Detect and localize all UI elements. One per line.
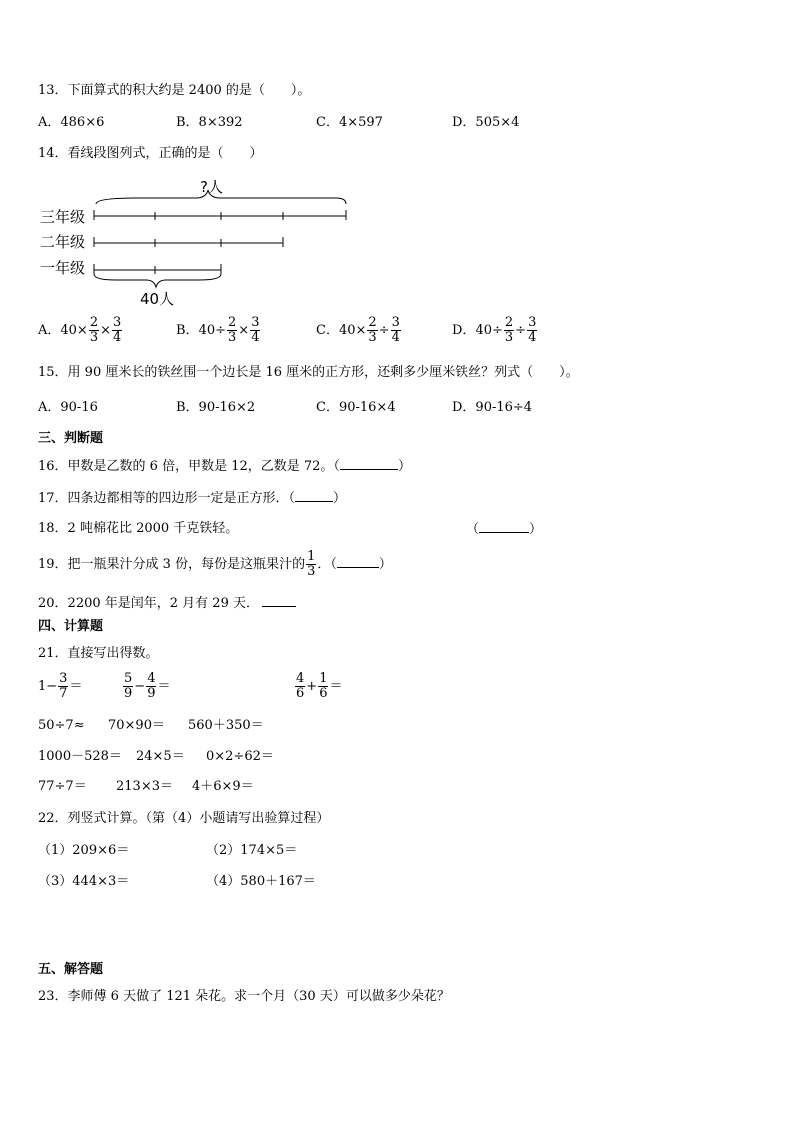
q20: 20．2200 年是闰年，2 月有 29 天． bbox=[38, 594, 296, 613]
q21-expr-8: 24×5＝ bbox=[136, 749, 185, 764]
q14-option-d: D．40÷ $\frac{2}{3}$ ÷ $\frac{3}{4}$ bbox=[452, 315, 537, 345]
q14-stem: 14．看线段图列式，正确的是（ ） bbox=[38, 146, 263, 161]
q21-expr-3: $\frac{4}{6}$ + $\frac{1}{6}$ ＝ bbox=[296, 671, 343, 701]
q14-option-c: C．40× $\frac{2}{3}$ ÷ $\frac{3}{4}$ bbox=[316, 315, 400, 345]
bottom-brace-label: 40人 bbox=[140, 290, 175, 308]
q21-expr-6: 560＋350＝ bbox=[188, 718, 264, 733]
q21-expr-11: 213×3＝ bbox=[116, 779, 173, 794]
q23: 23．李师傅 6 天做了 121 朵花。求一个月（30 天）可以做多少朵花？ bbox=[38, 989, 450, 1004]
q13-option-c: C．4×597 bbox=[316, 115, 383, 130]
q18-answer-blank[interactable] bbox=[479, 520, 529, 533]
q15-option-c: C．90-16×4 bbox=[316, 400, 396, 415]
q18-answer: （ ） bbox=[466, 522, 543, 537]
section-4-heading: 四、计算题 bbox=[38, 619, 104, 634]
q14-option-b: B．40÷ $\frac{2}{3}$ × $\frac{3}{4}$ bbox=[176, 315, 260, 345]
q21-expr-7: 1000－528＝ bbox=[38, 749, 122, 764]
row-label-grade2: 二年级 bbox=[40, 233, 86, 251]
q19: 19．把一瓶果汁分成 3 份，每份是这瓶果汁的 $\frac{1}{3}$ ．（ ） bbox=[38, 549, 392, 579]
segment-grade3 bbox=[94, 210, 346, 220]
q15-option-b: B．90-16×2 bbox=[176, 400, 256, 415]
q21-expr-4: 50÷7≈ bbox=[38, 718, 85, 733]
top-brace-label: ?人 bbox=[200, 178, 223, 196]
q21-stem: 21．直接写出得数。 bbox=[38, 646, 159, 661]
q16-answer-blank[interactable] bbox=[340, 457, 398, 470]
q22-item-1: （1）209×6＝ bbox=[38, 843, 130, 858]
q22-item-4: （4）580＋167＝ bbox=[206, 874, 316, 889]
q14-option-a: A．40× $\frac{2}{3}$ × $\frac{3}{4}$ bbox=[38, 315, 122, 345]
row-label-grade1: 一年级 bbox=[40, 259, 86, 277]
q17-answer-blank[interactable] bbox=[295, 489, 333, 502]
line-segment-diagram bbox=[36, 170, 366, 310]
q13-option-a: A．486×6 bbox=[38, 115, 105, 130]
q15-option-d: D．90-16÷4 bbox=[452, 400, 533, 415]
q15-option-a: A．90-16 bbox=[38, 400, 98, 415]
q22-item-3: （3）444×3＝ bbox=[38, 874, 130, 889]
q22-stem: 22．列竖式计算。（第（4）小题请写出验算过程） bbox=[38, 811, 330, 826]
q16: 16．甲数是乙数的 6 倍，甲数是 12，乙数是 72。（ ） bbox=[38, 459, 411, 474]
q20-answer-blank[interactable] bbox=[262, 594, 296, 607]
segment-grade2 bbox=[94, 237, 283, 247]
q13-option-d: D．505×4 bbox=[452, 115, 520, 130]
q21-expr-2: $\frac{5}{9}$ − $\frac{4}{9}$ ＝ bbox=[124, 671, 171, 701]
q17: 17．四条边都相等的四边形一定是正方形．（ ） bbox=[38, 491, 347, 506]
q21-expr-12: 4＋6×9＝ bbox=[192, 779, 254, 794]
q18: 18．2 吨棉花比 2000 千克铁轻。 bbox=[38, 521, 239, 536]
q13-stem: 13．下面算式的积大约是 2400 的是（ ）。 bbox=[38, 83, 311, 98]
q15-stem: 15．用 90 厘米长的铁丝围一个边长是 16 厘米的正方形，还剩多少厘米铁丝？列式（ ）。 bbox=[38, 365, 579, 380]
q21-expr-1: 1− $\frac{3}{7}$ ＝ bbox=[38, 671, 83, 701]
section-5-heading: 五、解答题 bbox=[38, 962, 104, 977]
q13-option-b: B．8×392 bbox=[176, 115, 243, 130]
q21-expr-9: 0×2÷62＝ bbox=[206, 749, 274, 764]
segment-grade1 bbox=[94, 264, 221, 274]
q21-expr-5: 70×90＝ bbox=[108, 718, 165, 733]
row-label-grade3: 三年级 bbox=[40, 208, 86, 226]
q22-item-2: （2）174×5＝ bbox=[206, 843, 298, 858]
bottom-brace bbox=[94, 274, 221, 287]
section-3-heading: 三、判断题 bbox=[38, 431, 104, 446]
q21-expr-10: 77÷7＝ bbox=[38, 779, 87, 794]
q19-answer-blank[interactable] bbox=[337, 555, 379, 568]
